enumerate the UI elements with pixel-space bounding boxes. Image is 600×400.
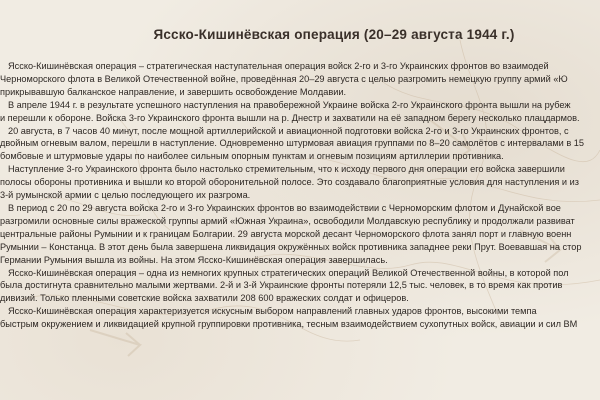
paragraph-6	[0, 267, 600, 306]
text-line: Черноморского флота в Великой Отечественной войне, проведённая 20–29 августа с целью разгромить немецкую группу армий «Ю	[0, 73, 568, 84]
text-line: бомбовые и штурмовые удары по наиболее сильным опорным пунктам и огневым позициям артиллерии противника.	[0, 151, 504, 162]
text-line: Румынии – Констанца. В этот день была завершена ликвидация окружённых войск противника западнее реки Прут. Воевавшая на стор	[0, 241, 582, 252]
paragraph-4	[0, 163, 600, 202]
paragraph-1	[0, 60, 600, 99]
text-line: Ясско-Кишинёвская операция характеризуется искусным выбором направлений главных ударов фронтов, высокими темпа	[8, 306, 537, 317]
text-line: В период с 20 по 29 августа войска 2-го и 3-го Украинских фронтов во взаимодействии с Черноморским флотом и Дунайской вое	[8, 202, 561, 213]
document-body	[0, 60, 600, 400]
text-line: разгромили основные силы вражеской группы армий «Южная Украина», освободили Молдавскую республику и продолжали развиват	[0, 215, 575, 226]
text-line: 20 августа, в 7 часов 40 минут, после мощной артиллерийской и авиационной подготовки войска 2-го и 3-го Украинских фронтов, с	[8, 125, 569, 136]
text-line: Ясско-Кишинёвская операция – одна из немногих крупных стратегических операций Великой Отечественной войны, в которой пол	[8, 267, 569, 278]
text-line: 3-й румынской армии с целью последующего их разгрома.	[0, 190, 251, 201]
text-line: и перешли к обороне. Войска 3-го Украинского фронта вышли на р. Днестр и захватили на её западном берегу несколько плацдармов.	[0, 112, 580, 123]
text-line: быстрым окружением и ликвидацией крупной группировки противника, тесным взаимодействием сухопутных войск, авиации и сил ВМ	[0, 319, 578, 330]
text-line: Ясско-Кишинёвская операция – стратегическая наступательная операция войск 2-го и 3-го Украинских фронтов во взаимодей	[8, 61, 549, 71]
document-title: Ясско-Кишинёвская операция (20–29 августа 1944 г.)	[153, 27, 515, 42]
text-line: дивизий. Только пленными советские войска захватили 208 600 вражеских солдат и офицеров.	[0, 293, 409, 304]
paragraph-7	[0, 305, 600, 331]
paragraph-5	[0, 202, 600, 267]
text-line: прикрывавшую балканское направление, и завершить освобождение Молдавии.	[0, 86, 347, 97]
text-line: полосы обороны противника и вышли ко второй оборонительной полосе. Это создавало благоприятные условия для наступления и из	[0, 177, 579, 188]
text-line: Германии Румыния вышла из войны. На этом Ясско-Кишинёвская операция завершилась.	[0, 254, 388, 265]
text-line: Наступление 3-го Украинского фронта было настолько стремительным, что к исходу первого дня операции его войска завершили	[8, 164, 565, 175]
text-line: двойным огневым валом, перешли в наступление. Одновременно штурмовая авиация группами по 8–20 самолётов с интервалами в 15	[0, 138, 584, 149]
text-line: В апреле 1944 г. в результате успешного наступления на правобережной Украине войска 2-го Украинского фронта вышли на рубеж	[8, 99, 571, 110]
text-line: была достигнута сравнительно малыми жертвами. 2-й и 3-й Украинские фронты потеряли 12,5 тыс. человек, в то время как против	[0, 280, 563, 291]
paragraph-3	[0, 125, 600, 164]
paragraph-2	[0, 99, 600, 125]
text-line: центральные районы Румынии и к границам Болгарии. 29 августа морской десант Черноморского флота занял порт и главную военн	[0, 228, 572, 239]
